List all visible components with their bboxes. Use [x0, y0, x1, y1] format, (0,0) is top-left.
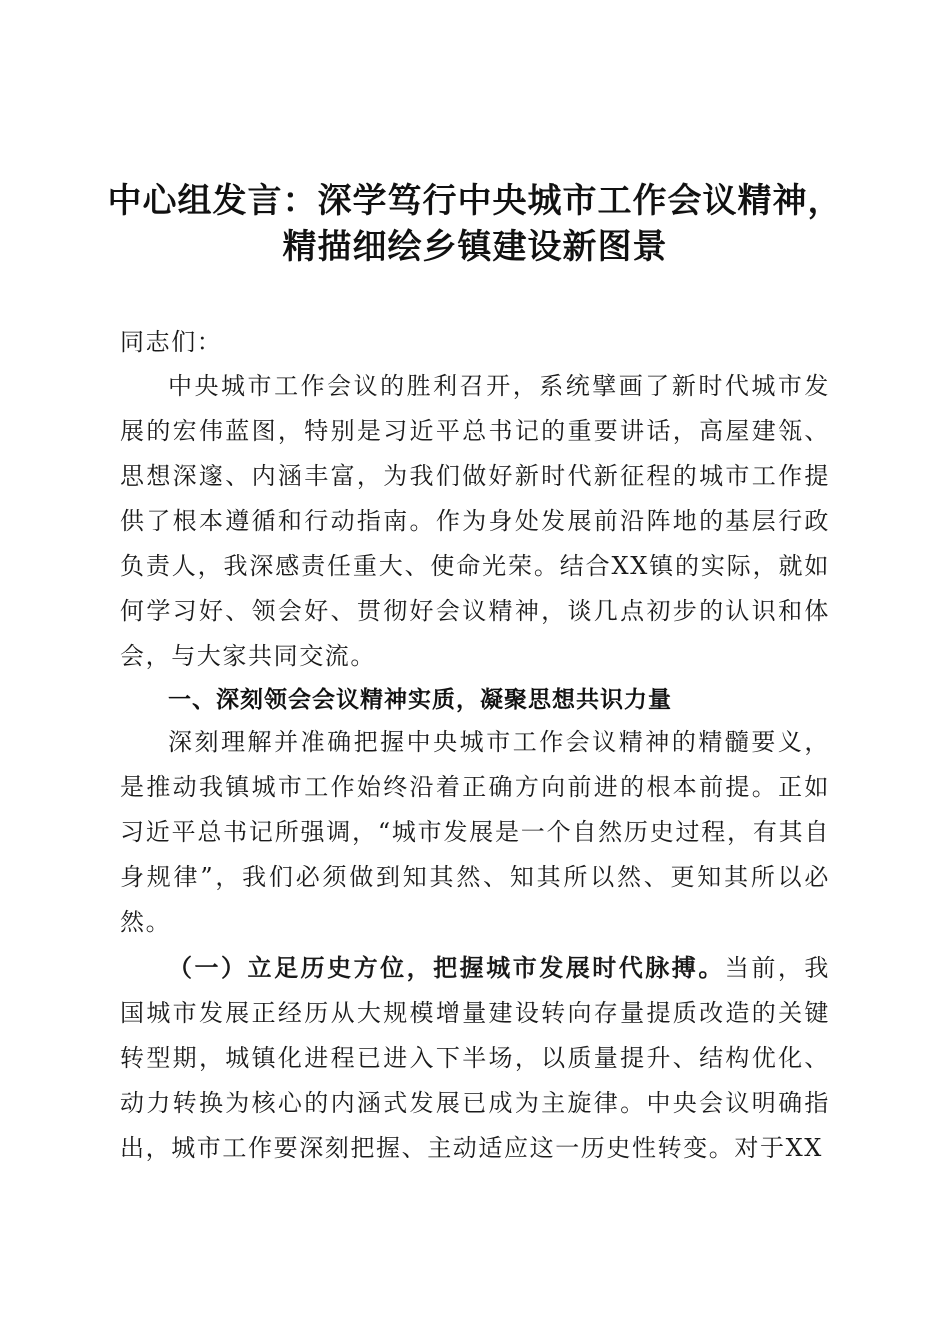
paragraph-subsection-1: [120, 945, 830, 1171]
subsection-1-body: 当前，我国城市发展正经历从大规模增量建设转向存量提质改造的关键转型期，城镇化进程已进入下半场，以质量提升、结构优化、动力转换为核心的内涵式发展已成为主旋律。中央会议明确指出，城市工作要深刻把握、主动适应这一历史性转变。对于XX: [120, 954, 830, 1162]
document-title-line-2: 精描细绘乡镇建设新图景: [282, 227, 668, 267]
document-title-line-1: 中心组发言：深学笃行中央城市工作会议精神，: [107, 181, 843, 221]
subsection-heading-1: （一）立足历史方位，把握城市发展时代脉搏。: [168, 953, 725, 982]
salutation: 同志们：: [120, 328, 223, 356]
paragraph-section1-intro: 深刻理解并准确把握中央城市工作会议精神的精髓要义，是推动我镇城市工作始终沿着正确方向前进的根本前提。正如习近平总书记所强调，“城市发展是一个自然历史过程，有其自身规律”，我们必须做到知其然、知其所以然、更知其所以必然。: [120, 728, 830, 936]
paragraph-intro: 中央城市工作会议的胜利召开，系统擘画了新时代城市发展的宏伟蓝图，特别是习近平总书记的重要讲话，高屋建瓴、思想深邃、内涵丰富，为我们做好新时代新征程的城市工作提供了根本遵循和行动指南。作为身处发展前沿阵地的基层行政负责人，我深感责任重大、使命光荣。结合XX镇的实际，就如何学习好、领会好、贯彻好会议精神，谈几点初步的认识和体会，与大家共同交流。: [120, 372, 830, 670]
section-heading-1: 一、深刻领会会议精神实质，凝聚思想共识力量: [168, 687, 672, 713]
